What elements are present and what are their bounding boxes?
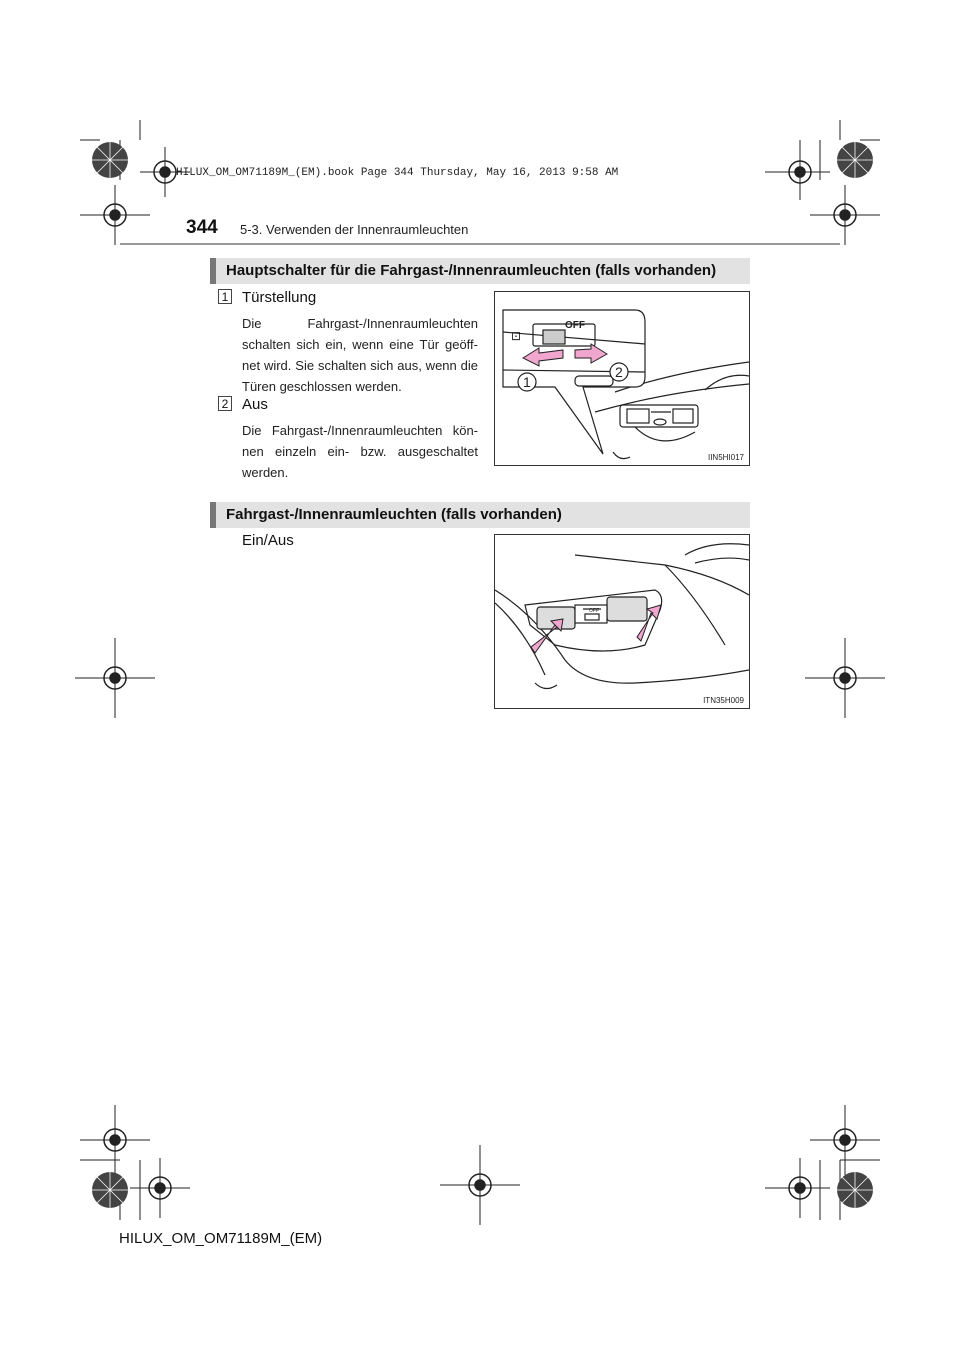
section-header-interior-lights <box>210 502 750 528</box>
figure-code: ITN35H009 <box>703 696 744 705</box>
running-head: 5-3. Verwenden der Innenraumleuchten <box>240 222 469 237</box>
item-text-off: Die Fahrgast-/Innenraumleuchten kön-nen einzeln ein- bzw. ausgeschaltet werden. <box>242 423 478 480</box>
door-symbol-icon: ⊡ <box>511 329 522 343</box>
switch-off-label: OFF <box>589 608 599 614</box>
callout-1: 1 <box>523 374 531 390</box>
footer-document-code: HILUX_OM_OM71189M_(EM) <box>119 1230 323 1247</box>
section-header-main-switch <box>210 258 750 284</box>
page-number: 344 <box>186 217 218 238</box>
section-title: Hauptschalter für die Fahrgast-/Innenraumleuchten (falls vorhanden) <box>226 262 717 279</box>
item-text-door: Die Fahrgast-/Innenraumleuchten schalten sich ein, wenn eine Tür geöff-net wird. Sie schalten sich aus, wenn die Türen geschlossen werden. <box>242 316 478 394</box>
callout-2: 2 <box>615 364 623 380</box>
switch-off-label: OFF <box>565 320 585 331</box>
item-title-door: Türstellung <box>242 289 317 306</box>
print-header: HILUX_OM_OM71189M_(EM).book Page 344 Thursday, May 16, 2013 9:58 AM <box>176 167 619 179</box>
figure-main-switch <box>494 291 750 466</box>
section-title: Fahrgast-/Innenraumleuchten (falls vorhanden) <box>226 506 562 523</box>
header-divider <box>120 243 840 245</box>
item-badge-1: 1 <box>218 289 232 304</box>
interior-lights-illustration <box>495 535 749 708</box>
item-title-off: Aus <box>242 396 268 413</box>
item-badge-2: 2 <box>218 396 232 411</box>
body-text-on-off: Ein/Aus <box>242 532 294 549</box>
figure-code: IIN5HI017 <box>707 453 744 462</box>
figure-interior-lights <box>494 534 750 709</box>
main-switch-illustration <box>495 292 749 465</box>
